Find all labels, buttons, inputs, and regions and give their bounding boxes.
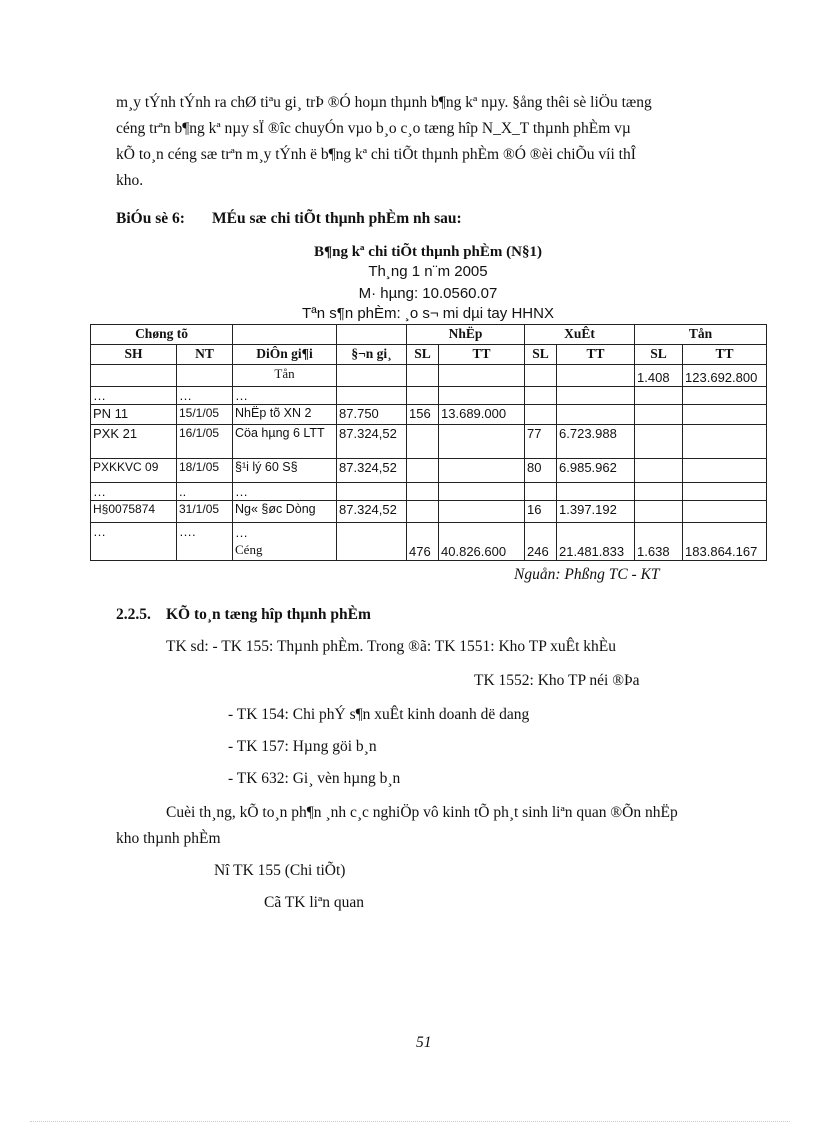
cell bbox=[635, 483, 683, 501]
accounts-sub: TK 1552: Kho TP néi ®Þa bbox=[474, 672, 640, 689]
table-row bbox=[91, 425, 767, 459]
cell: 80 bbox=[525, 459, 557, 483]
table-product-name: Tªn s¶n phÈm: ¸o s¬ mi dµi tay HHNX bbox=[302, 305, 554, 322]
ellipsis: … bbox=[235, 525, 249, 540]
cell bbox=[683, 501, 767, 523]
entry-credit: Cã TK liªn quan bbox=[264, 894, 364, 911]
cell: PN 11 bbox=[91, 405, 177, 425]
column-header: SH bbox=[91, 345, 177, 365]
cell bbox=[337, 523, 407, 561]
cell: … bbox=[177, 387, 233, 405]
header-stock: Tån bbox=[635, 325, 767, 345]
cell bbox=[233, 523, 337, 561]
table-row bbox=[91, 405, 767, 425]
column-header: SL bbox=[525, 345, 557, 365]
column-header: NT bbox=[177, 345, 233, 365]
cell bbox=[407, 501, 439, 523]
accounts-item: - TK 632: Gi¸ vèn hµng b¸n bbox=[228, 770, 401, 787]
cell: 31/1/05 bbox=[177, 501, 233, 523]
cell bbox=[635, 405, 683, 425]
cell: Tån bbox=[233, 365, 337, 387]
cell bbox=[525, 483, 557, 501]
cell: … bbox=[233, 387, 337, 405]
cell bbox=[557, 365, 635, 387]
entry-debit: Nî TK 155 (Chi tiÕt) bbox=[214, 862, 346, 879]
cell: 15/1/05 bbox=[177, 405, 233, 425]
intro-line: m¸y tÝnh tÝnh ra chØ tiªu gi¸ trÞ ®Ó hoµn thµnh b¶ng kª nµy. §ång thêi sè liÖu tæng bbox=[116, 94, 652, 111]
cell bbox=[337, 365, 407, 387]
cell bbox=[439, 501, 525, 523]
cell bbox=[439, 483, 525, 501]
cell: Ng« §øc Dòng bbox=[233, 501, 337, 523]
figure-caption-label: BiÓu sè 6: bbox=[116, 210, 185, 227]
cell bbox=[407, 425, 439, 459]
cell: §¹i lý 60 S§ bbox=[233, 459, 337, 483]
cell bbox=[439, 425, 525, 459]
cell bbox=[635, 387, 683, 405]
cell bbox=[635, 459, 683, 483]
cell bbox=[635, 425, 683, 459]
accounts-item: - TK 154: Chi phÝ s¶n xuÊt kinh doanh dë dang bbox=[228, 706, 530, 723]
table-title: B¶ng kª chi tiÕt thµnh phÈm (N§1) bbox=[314, 244, 542, 260]
cell bbox=[407, 365, 439, 387]
cell: …. bbox=[177, 523, 233, 561]
cell: .. bbox=[177, 483, 233, 501]
cell: NhËp tõ XN 2 bbox=[233, 405, 337, 425]
column-header: §¬n gi¸ bbox=[337, 345, 407, 365]
table-row bbox=[91, 387, 767, 405]
cell: 21.481.833 bbox=[557, 523, 635, 561]
cell bbox=[683, 483, 767, 501]
total-label: Céng bbox=[235, 542, 263, 557]
cell bbox=[683, 425, 767, 459]
cell: 156 bbox=[407, 405, 439, 425]
cell: … bbox=[91, 523, 177, 561]
cell bbox=[407, 459, 439, 483]
table-row bbox=[91, 459, 767, 483]
table-month: Th¸ng 1 n¨m 2005 bbox=[368, 263, 488, 280]
table-total-row bbox=[91, 523, 767, 561]
intro-line: kÕ to¸n céng sæ trªn m¸y tÝnh ë b¶ng kª chi tiÕt thµnh phÈm ®Ó ®èi chiÕu víi thÎ bbox=[116, 146, 636, 163]
column-header-row bbox=[91, 345, 767, 365]
cell bbox=[439, 387, 525, 405]
cell: PXK 21 bbox=[91, 425, 177, 459]
cell: 77 bbox=[525, 425, 557, 459]
cell: 476 bbox=[407, 523, 439, 561]
cell: 40.826.600 bbox=[439, 523, 525, 561]
intro-paragraph bbox=[116, 90, 736, 194]
table-product-code: M· hµng: 10.0560.07 bbox=[358, 285, 498, 302]
cell bbox=[683, 387, 767, 405]
header-export: XuÊt bbox=[525, 325, 635, 345]
cell bbox=[407, 387, 439, 405]
cell bbox=[337, 387, 407, 405]
section-number: 2.2.5. bbox=[116, 606, 151, 623]
cell bbox=[525, 365, 557, 387]
cell bbox=[557, 387, 635, 405]
cell: 87.324,52 bbox=[337, 501, 407, 523]
cell bbox=[683, 459, 767, 483]
column-header: SL bbox=[407, 345, 439, 365]
source-note: Nguån: Phßng TC - KT bbox=[514, 566, 660, 583]
cell: H§0075874 bbox=[91, 501, 177, 523]
cell: Cöa hµng 6 LTT bbox=[233, 425, 337, 459]
cell bbox=[557, 483, 635, 501]
page-edge bbox=[30, 1121, 790, 1122]
header-voucher: Chøng tõ bbox=[91, 325, 233, 345]
column-header: TT bbox=[683, 345, 767, 365]
cell: 6.723.988 bbox=[557, 425, 635, 459]
closing-line: kho thµnh phÈm bbox=[116, 830, 221, 847]
cell bbox=[557, 405, 635, 425]
intro-line: kho. bbox=[116, 172, 144, 189]
cell: 1.397.192 bbox=[557, 501, 635, 523]
figure-caption-text: MÉu sæ chi tiÕt thµnh phÈm nh sau: bbox=[212, 210, 462, 227]
column-header: TT bbox=[439, 345, 525, 365]
cell bbox=[635, 501, 683, 523]
header-blank bbox=[337, 325, 407, 345]
group-header-row bbox=[91, 325, 767, 345]
intro-line: céng trªn b¶ng kª nµy sÏ ®îc chuyÓn vµo b¸o c¸o tæng hîp N_X_T thµnh phÈm vµ bbox=[116, 120, 631, 137]
table-row bbox=[91, 365, 767, 387]
product-ledger-table bbox=[90, 324, 767, 561]
cell bbox=[525, 387, 557, 405]
table-row bbox=[91, 483, 767, 501]
cell: 6.985.962 bbox=[557, 459, 635, 483]
cell: … bbox=[233, 483, 337, 501]
cell bbox=[337, 483, 407, 501]
cell bbox=[439, 365, 525, 387]
cell bbox=[177, 365, 233, 387]
cell bbox=[91, 365, 177, 387]
cell: … bbox=[91, 387, 177, 405]
cell: 183.864.167 bbox=[683, 523, 767, 561]
cell: 16/1/05 bbox=[177, 425, 233, 459]
cell: 1.408 bbox=[635, 365, 683, 387]
page-number: 51 bbox=[416, 1034, 432, 1051]
cell: 87.324,52 bbox=[337, 425, 407, 459]
header-import: NhËp bbox=[407, 325, 525, 345]
cell bbox=[683, 405, 767, 425]
cell: 87.324,52 bbox=[337, 459, 407, 483]
accounts-intro: TK sd: - TK 155: Thµnh phÈm. Trong ®ã: TK 1551: Kho TP xuÊt khÈu bbox=[166, 638, 616, 655]
cell: 18/1/05 bbox=[177, 459, 233, 483]
cell bbox=[407, 483, 439, 501]
cell: 13.689.000 bbox=[439, 405, 525, 425]
header-blank bbox=[233, 325, 337, 345]
accounts-item: - TK 157: Hµng göi b¸n bbox=[228, 738, 377, 755]
table-row bbox=[91, 501, 767, 523]
cell: PXKKVC 09 bbox=[91, 459, 177, 483]
cell bbox=[439, 459, 525, 483]
cell: 123.692.800 bbox=[683, 365, 767, 387]
cell: 87.750 bbox=[337, 405, 407, 425]
column-header: SL bbox=[635, 345, 683, 365]
section-title: KÕ to¸n tæng hîp thµnh phÈm bbox=[166, 606, 371, 623]
column-header: DiÔn gi¶i bbox=[233, 345, 337, 365]
cell: 1.638 bbox=[635, 523, 683, 561]
cell: 246 bbox=[525, 523, 557, 561]
closing-line: Cuèi th¸ng, kÕ to¸n ph¶n ¸nh c¸c nghiÖp vô kinh tÕ ph¸t sinh liªn quan ®Õn nhËp bbox=[166, 804, 678, 821]
column-header: TT bbox=[557, 345, 635, 365]
cell: … bbox=[91, 483, 177, 501]
cell: 16 bbox=[525, 501, 557, 523]
cell bbox=[525, 405, 557, 425]
